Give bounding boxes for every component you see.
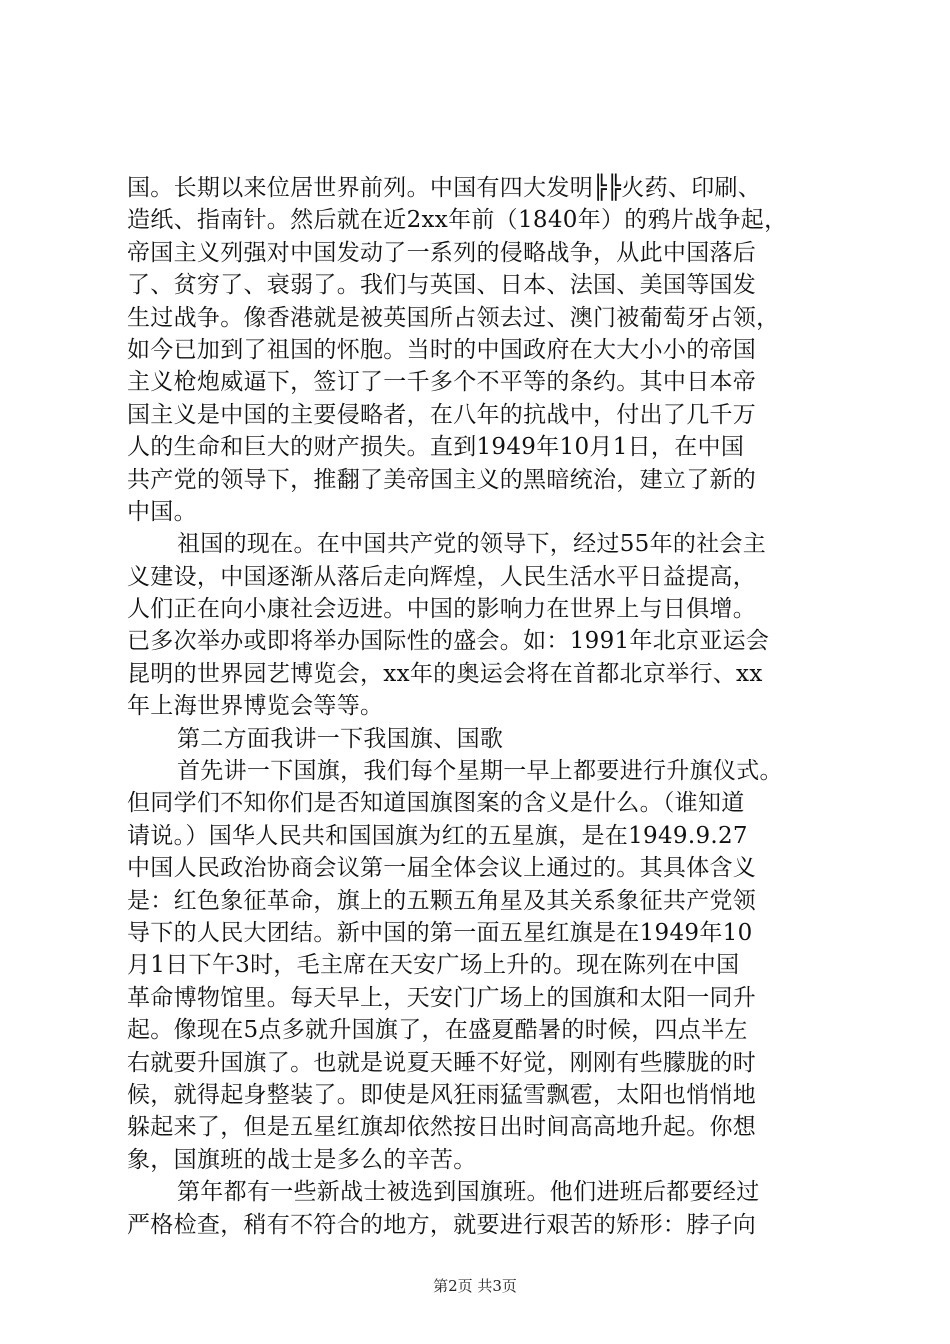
text-line: 帝国主义列强对中国发动了一系列的侵略战争，从此中国落后	[127, 239, 757, 266]
text-line: 已多次举办或即将举办国际性的盛会。如：1991年北京亚运会	[127, 628, 770, 655]
text-line: 造纸、指南针。然后就在近2xx年前（1840年）的鸦片战争起，	[127, 207, 788, 234]
text-line: 月1日下午3时，毛主席在天安广场上升的。现在陈列在中国	[127, 952, 740, 979]
page-number-footer: 第2页 共3页	[433, 1277, 517, 1295]
text-line: 严格检查，稍有不符合的地方，就要进行艰苦的矫形：脖子向	[127, 1211, 757, 1238]
text-line: 起。像现在5点多就升国旗了，在盛夏酷暑的时候，四点半左	[127, 1017, 748, 1044]
text-line: 中国。	[127, 498, 197, 525]
text-line: 右就要升国旗了。也就是说夏天睡不好觉，刚刚有些朦胧的时	[127, 1049, 757, 1076]
text-line: 年上海世界博览会等等。	[127, 693, 384, 720]
text-line: 导下的人民大团结。新中国的第一面五星红旗是在1949年10	[127, 919, 753, 946]
text-line: 请说。）国华人民共和国国旗为红的五星旗，是在1949.9.27	[127, 822, 748, 849]
paragraph-start-line: 第年都有一些新战士被选到国旗班。他们进班后都要经过	[177, 1179, 760, 1206]
text-line: 人们正在向小康社会迈进。中国的影响力在世界上与日俱增。	[127, 596, 757, 623]
text-line: 生过战争。像香港就是被英国所占领去过、澳门被葡萄牙占领，	[127, 304, 780, 331]
text-line: 象，国旗班的战士是多么的辛苦。	[127, 1146, 477, 1173]
text-line: 革命博物馆里。每天早上，天安门广场上的国旗和太阳一同升	[127, 984, 757, 1011]
text-line: 候，就得起身整装了。即使是风狂雨猛雪飘雹，太阳也悄悄地	[127, 1081, 757, 1108]
text-line: 昆明的世界园艺博览会，xx年的奥运会将在首都北京举行、xx	[127, 660, 763, 687]
paragraph-start-line: 祖国的现在。在中国共产党的领导下，经过55年的社会主	[177, 531, 767, 558]
text-line: 主义枪炮威逼下，签订了一千多个不平等的条约。其中日本帝	[127, 369, 757, 396]
text-line: 人的生命和巨大的财产损失。直到1949年10月1日，在中国	[127, 434, 745, 461]
body-text	[127, 172, 842, 1241]
text-line: 中国人民政治协商会议第一届全体会议上通过的。其具体含义	[127, 855, 757, 882]
paragraph-start-line: 首先讲一下国旗，我们每个星期一早上都要进行升旗仪式。	[177, 758, 783, 785]
text-line: 是：红色象征革命，旗上的五颗五角星及其关系象征共产党领	[127, 887, 757, 914]
text-line: 义建设，中国逐渐从落后走向辉煌，人民生活水平日益提高，	[127, 563, 757, 590]
text-line: 如今已加到了祖国的怀胞。当时的中国政府在大大小小的帝国	[127, 336, 757, 363]
text-line: 但同学们不知你们是否知道国旗图案的含义是什么。（谁知道	[127, 790, 745, 817]
text-line: 共产党的领导下，推翻了美帝国主义的黑暗统治，建立了新的	[127, 466, 757, 493]
text-line: 国。长期以来位居世界前列。中国有四大发明╠╠火药、印刷、	[127, 175, 762, 201]
section-heading-line: 第二方面我讲一下我国旗、国歌	[177, 725, 504, 752]
text-line: 国主义是中国的主要侵略者，在八年的抗战中，付出了几千万	[127, 401, 757, 428]
text-line: 了、贫穷了、衰弱了。我们与英国、日本、法国、美国等国发	[127, 272, 757, 299]
text-line: 躲起来了，但是五星红旗却依然按日出时间高高地升起。你想	[127, 1114, 757, 1141]
